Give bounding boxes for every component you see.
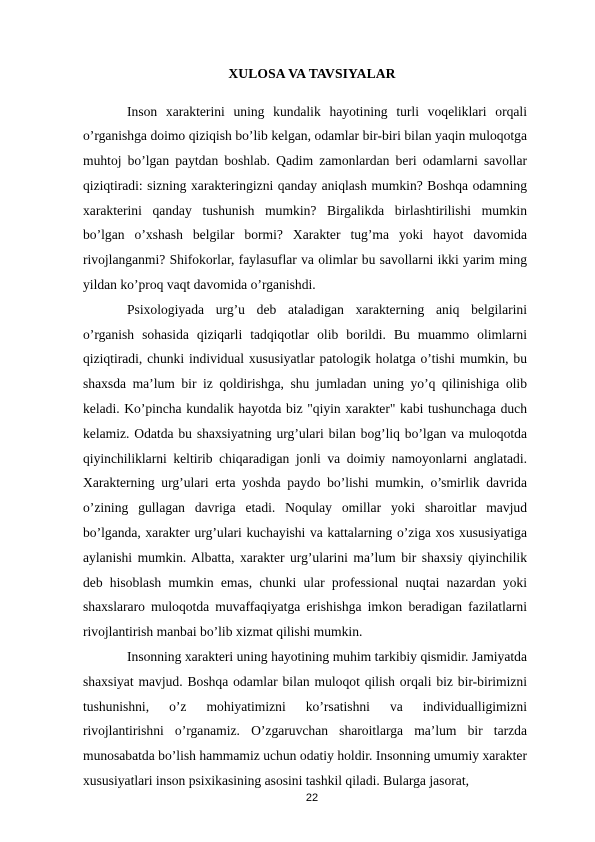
paragraph-1: Inson xarakterini uning kundalik hayotining turli voqeliklari orqali o’rganishga doimo qiziqish bo’lib kelgan, odamlar bir-biri bilan yaqin muloqotga muhtoj bo’lgan paytdan boshlab. Qadim zamonlardan beri odamlarni savollar qiziqtiradi: sizning xarakteringizni qanday aniqlash mumkin? Boshqa odamning xarakterini qanday tushunish mumkin? Birgalikda birlashtirilishi mumkin bo’lgan o’xshash belgilar bormi? Xarakter tug’ma yoki hayot davomida rivojlanganmi? Shifokorlar, faylasuflar va olimlar bu savollarni ikki yarim ming yildan ko’proq vaqt davomida o’rganishdi. [83, 103, 527, 293]
section-title: XULOSA VA TAVSIYALAR [228, 66, 396, 81]
body-text [83, 100, 527, 794]
page-number: 22 [305, 792, 319, 804]
paragraph-2: Psixologiyada urg’u deb ataladigan xarakterning aniq belgilarini o’rganish sohasida qiziqarli tadqiqotlar olib borildi. Bu muammo olimlarni qiziqtiradi, chunki individual xususiyatlar patologik holatga o’tishi mumkin, bu shaxsda ma’lum bir iz qoldirishga, shu jumladan uning yo’q qilinishiga olib keladi. Ko’pincha kundalik hayotda biz "qiyin xarakter" kabi tushunchaga duch kelamiz. Odatda bu shaxsiyatning urg’ulari bilan bog’liq bo’lgan va muloqotda qiyinchiliklarni keltirib chiqaradigan jonli va doimiy namoyonlarni anglatadi. Xarakterning urg’ulari erta yoshda paydo bo’lishi mumkin, o’smirlik davrida o’zining gullagan davriga etadi. Noqulay omillar yoki sharoitlar mavjud bo’lganda, xarakter urg’ulari kuchayishi va kattalarning o’ziga xos xususiyatiga aylanishi mumkin. Albatta, xarakter urg’ularini ma’lum bir shaxsiy qiyinchilik deb hisoblash mumkin emas, chunki ular professional nuqtai nazardan yoki shaxslararo muloqotda muvaffaqiyatga erishishga imkon beradigan fazilatlarni rivojlantirish manbai bo’lib xizmat qilishi mumkin. [83, 301, 527, 640]
paragraph-3: Insonning xarakteri uning hayotining muhim tarkibiy qismidir. Jamiyatda shaxsiyat mavjud. Boshqa odamlar bilan muloqot qilish orqali biz bir-birimizni tushunishni, o’z mohiyatimizni ko’rsatishni va individualligimizni rivojlantirishni o’rganamiz. O’zgaruvchan sharoitlarga ma’lum bir tarzda munosabatda bo’lish hammamiz uchun odatiy holdir. Insonning umumiy xarakter xususiyatlari inson psixikasining asosini tashkil qiladi. Bularga jasorat, [83, 649, 527, 789]
